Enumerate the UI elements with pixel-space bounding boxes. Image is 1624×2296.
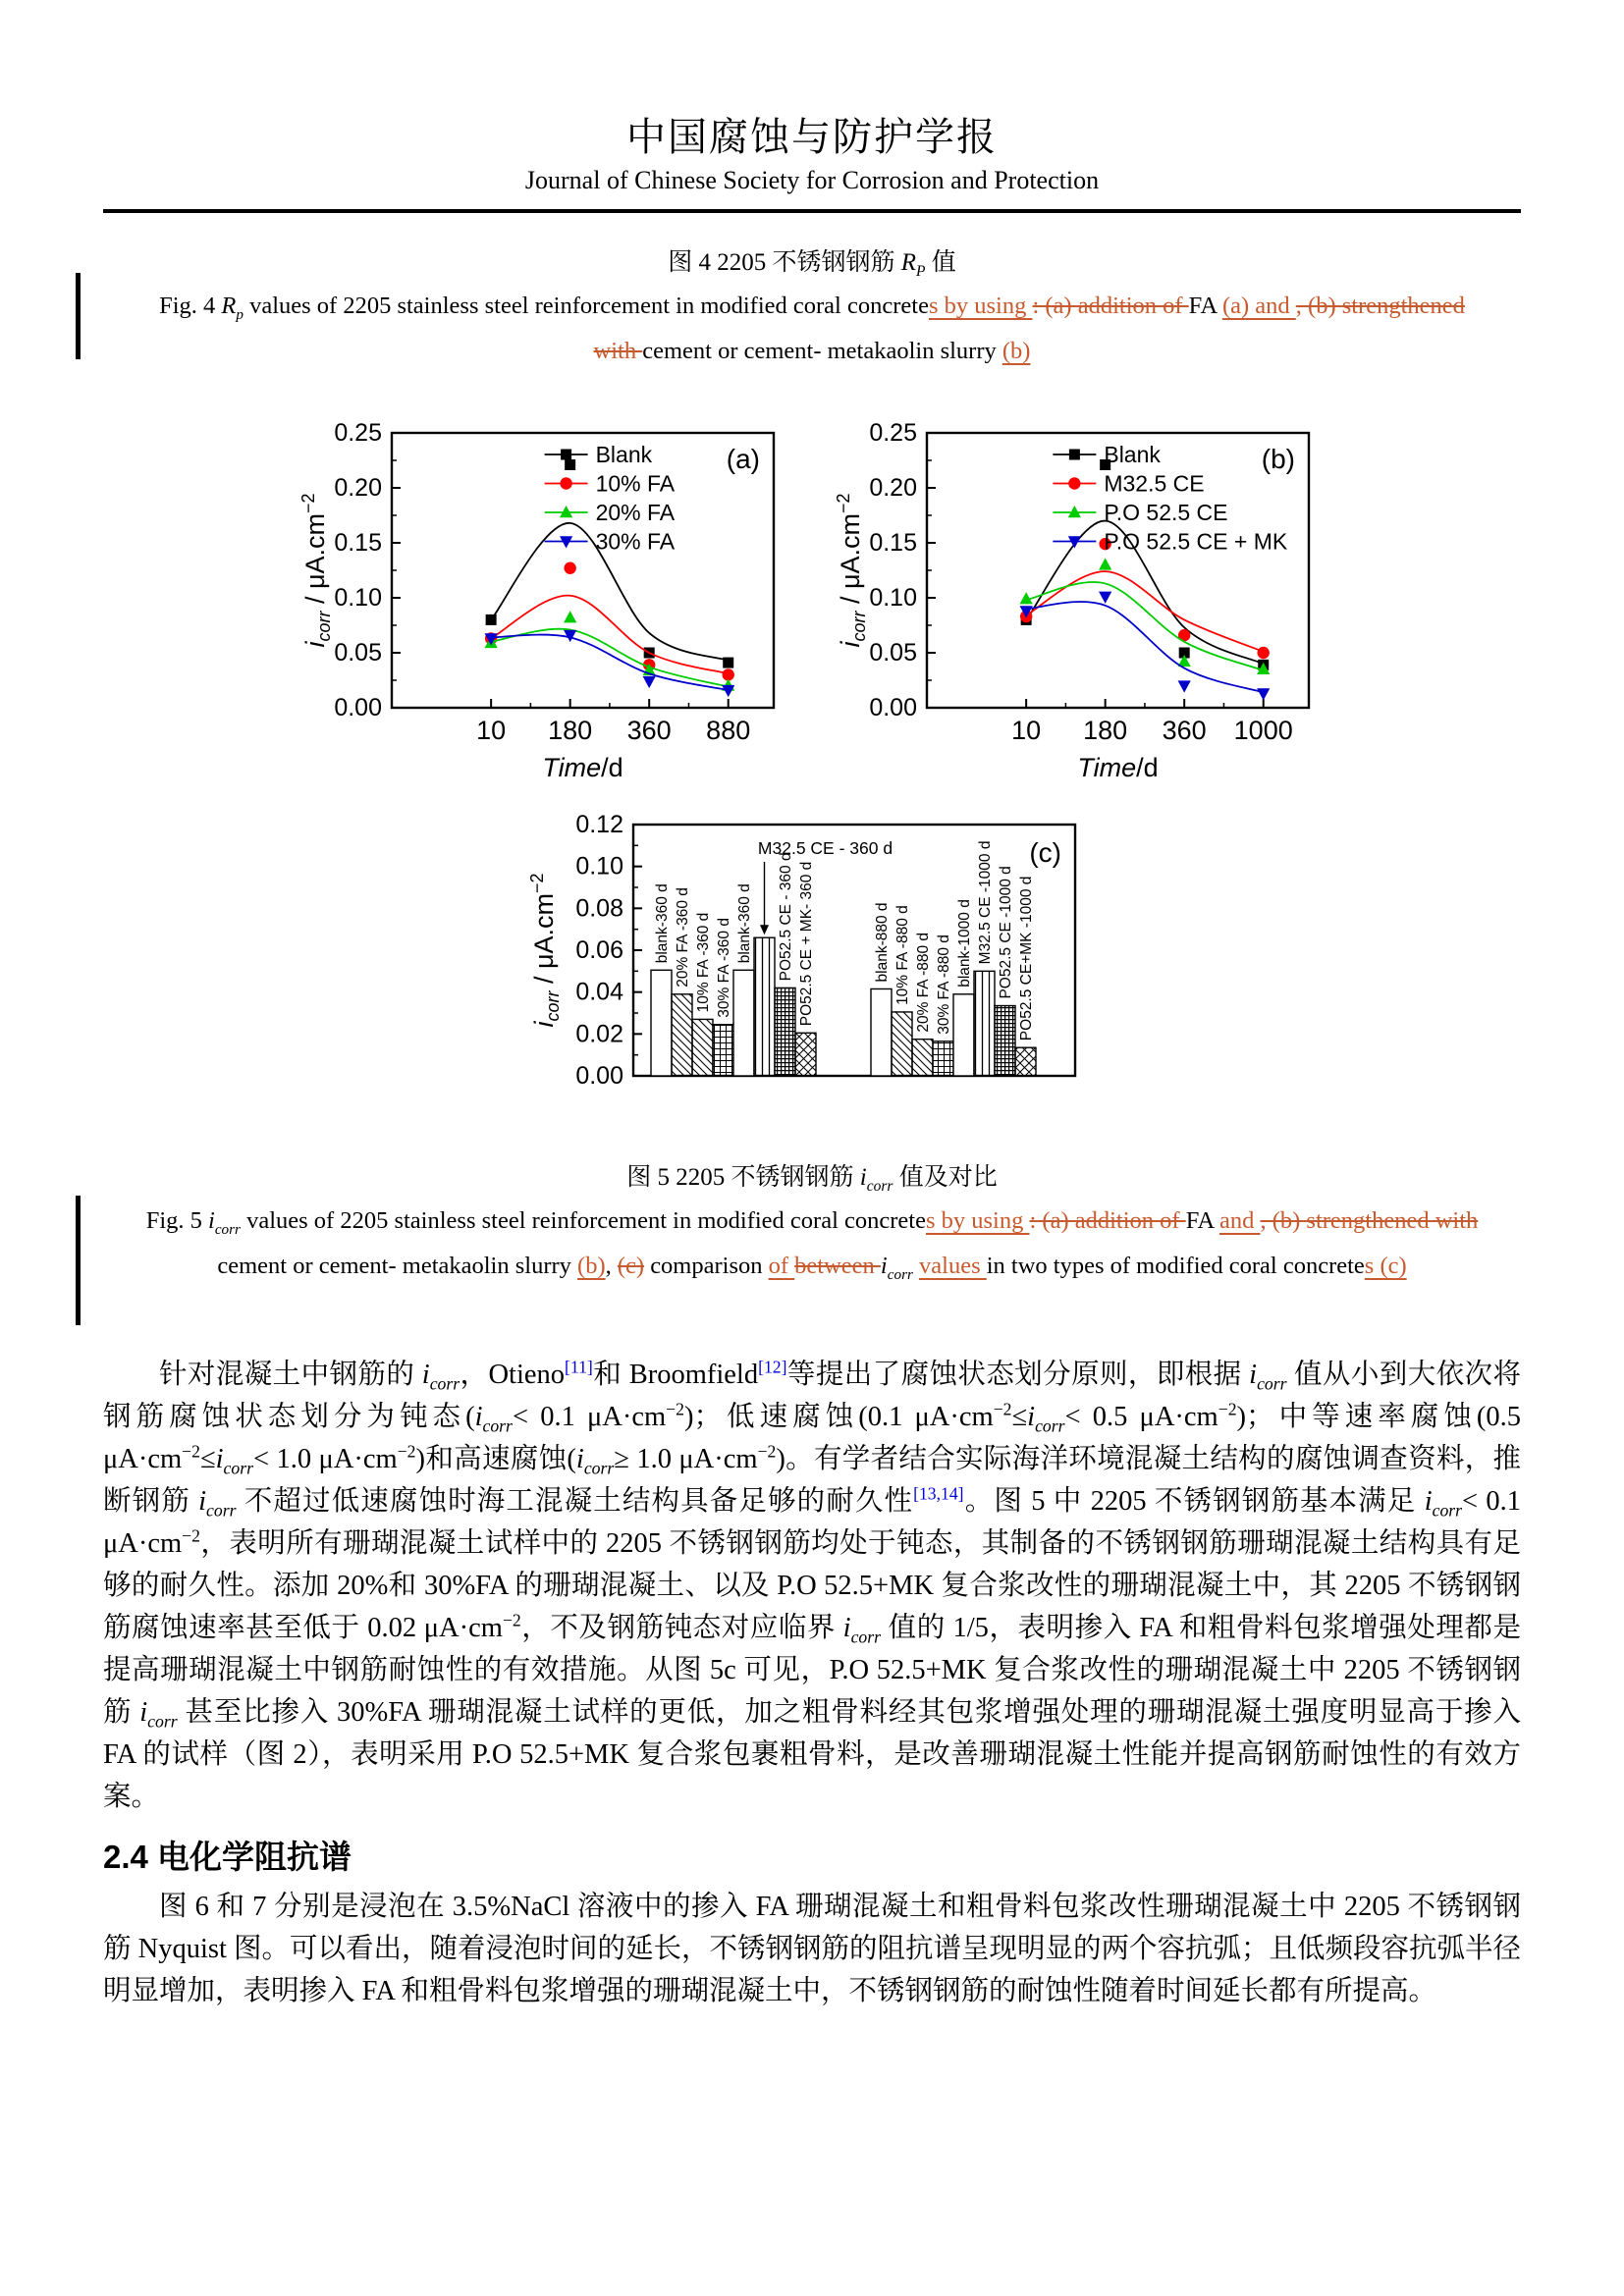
revision-change-bar-fig5: [76, 1196, 81, 1325]
bar: [871, 988, 892, 1076]
bar-label: blank-880 d: [873, 902, 891, 983]
svg-text:0.10: 0.10: [574, 852, 623, 881]
svg-text:Blank: Blank: [1104, 442, 1161, 467]
math-variable: $i_{corr}$: [421, 1360, 460, 1394]
tracked-insertion: s (c): [1364, 1253, 1407, 1279]
math-variable: $R_P$: [900, 249, 926, 280]
math-variable: $i_{corr}$: [139, 1697, 178, 1732]
journal-title-en: Journal of Chinese Society for Corrosion and Protection: [524, 166, 1100, 194]
svg-text:0.20: 0.20: [869, 474, 917, 502]
bar: [974, 971, 995, 1076]
citation-ref: [13,14]: [913, 1483, 964, 1504]
tracked-insertion: and: [1218, 1207, 1261, 1234]
tracked-deletion: strengthened with: [1306, 1207, 1479, 1234]
svg-text:0.04: 0.04: [574, 978, 623, 1006]
fig5-caption-en: Fig. 5 $i_{corr}$ values of 2205 stainless steel reinforcement in modified coral concretes by using : (a) addition of FA and , (b) strengthened with cement or cement- metakaolin slurry (b), (c) comparison of between $i_{corr}$ values in two types of modified coral concretes (c): [145, 1207, 1479, 1283]
svg-text:0.00: 0.00: [869, 694, 917, 721]
fig5-caption-zh: 图 5 2205 不锈钢钢筋 $i_{corr}$ 值及对比: [626, 1164, 998, 1195]
svg-text:30% FA: 30% FA: [595, 528, 676, 555]
bar: [733, 970, 754, 1076]
svg-text:0.00: 0.00: [334, 694, 382, 721]
svg-text:10: 10: [1011, 716, 1042, 745]
svg-text:1000: 1000: [1233, 716, 1293, 745]
citation-ref: [12]: [758, 1357, 787, 1377]
bar: [672, 994, 692, 1076]
tracked-insertion: (a) and: [1221, 293, 1296, 319]
tracked-deletion: , (b): [1295, 293, 1342, 319]
bars: [651, 841, 1036, 1076]
bar-label: 30% FA -360 d: [715, 918, 732, 1018]
x-axis-label: Time/d: [542, 753, 623, 782]
bar-label: blank-360 d: [653, 883, 671, 964]
svg-text:10: 10: [476, 716, 507, 745]
header-rule: [103, 209, 1521, 213]
tracked-insertion: s by using: [925, 1207, 1030, 1234]
section-heading-2-4: 2.4 电化学阻抗谱: [103, 1839, 352, 1875]
revision-change-bar-fig4: [76, 273, 81, 359]
bar: [775, 988, 795, 1076]
fig4-caption-en: Fig. 4 $R_p$ values of 2205 stainless steel reinforcement in modified coral concretes by using : (a) addition of FA (a) and , (b) strengthened with cement or cement- metakaolin slurry (b): [159, 293, 1465, 364]
math-variable: $R_p$: [221, 293, 244, 323]
figure-panel-c: [103, 807, 1521, 1112]
tracked-deletion: : (a) addition of: [1029, 1207, 1186, 1234]
fig4-caption-zh: 图 4 2205 不锈钢钢筋 $R_P$ 值: [668, 249, 956, 280]
math-variable: $i_{corr}$: [1027, 1402, 1065, 1436]
tracked-deletion: strengthened with: [593, 293, 1465, 364]
bar: [713, 1025, 733, 1076]
y-axis-label: $i_{corr} / \mu A.cm^{-2}$: [526, 873, 563, 1028]
bar-label: 30% FA -880 d: [935, 934, 952, 1035]
x-axis-label: Time/d: [1077, 753, 1159, 782]
svg-text:P.O 52.5 CE + MK: P.O 52.5 CE + MK: [1104, 528, 1288, 555]
bar: [995, 1006, 1015, 1076]
svg-text:0.12: 0.12: [574, 811, 623, 838]
math-variable: $i_{corr}$: [859, 1164, 893, 1195]
bar-label: PO52.5 CE - 360 d: [777, 852, 794, 982]
bar-label: blank-360 d: [735, 883, 753, 964]
bar-label: M32.5 CE -1000 d: [976, 840, 994, 965]
bar-label: blank-1000 d: [955, 899, 973, 988]
bar: [933, 1041, 953, 1076]
axes: [834, 419, 1309, 782]
paragraph-corrosion-classification: 针对混凝土中钢筋的 $i_{corr}$，Otieno[11]和 Broomfield[12]等提出了腐蚀状态划分原则，即根据 $i_{corr}$ 值从小到大依次将钢筋腐蚀状态划分为钝态($i_{corr}< 0.1$ $\mu A\cdot cm^{-2}$)；低速腐蚀(0.1 $\mu A\cdot cm^{-2}\le i_{corr}< 0.5$ $\mu A\cdot cm^{-2}$)；中等速率腐蚀(0.5 $\mu A\cdot cm^{-2}\le i_{corr}< 1.0$ $\mu A\cdot cm^{-2}$)和高速腐蚀($i_{corr}\ge 1.0$ $\mu A\cdot cm^{-2}$)。有学者结合实际海洋环境混凝土结构的腐蚀调查资料，推断钢筋 $i_{corr}$ 不超过低速腐蚀时海工混凝土结构具备足够的耐久性[13,14]。图 5 中 2205 不锈钢钢筋基本满足 $i_{corr}< 0.1$ $\mu A\cdot cm^{-2}$，表明所有珊瑚混凝土试样中的 2205 不锈钢钢筋均处于钝态，其制备的不锈钢钢筋珊瑚混凝土结构具有足够的耐久性。添加 20%和 30%FA 的珊瑚混凝土、以及 P.O 52.5+MK 复合浆改性的珊瑚混凝土中，其 2205 不锈钢钢筋腐蚀速率甚至低于 0.02 $\mu A\cdot cm^{-2}$，不及钢筋钝态对应临界 $i_{corr}$ 值的 1/5，表明掺入 FA 和粗骨料包浆增强处理都是提高珊瑚混凝土中钢筋耐蚀性的有效措施。从图 5c 可见，P.O 52.5+MK 复合浆改性的珊瑚混凝土中 2205 不锈钢钢筋 $i_{corr}$ 甚至比掺入 30%FA 珊瑚混凝土试样的更低，加之粗骨料经其包浆增强处理的珊瑚混凝土强度明显高于掺入 FA 的试样（图 2），表明采用 P.O 52.5+MK 复合浆包裹粗骨料，是改善珊瑚混凝土性能并提高钢筋耐蚀性的有效方案。: [103, 1357, 1522, 1812]
math-variable: $i_{corr}$: [198, 1486, 237, 1521]
svg-text:P.O 52.5 CE: P.O 52.5 CE: [1104, 500, 1228, 525]
bar: [754, 937, 775, 1076]
svg-text:360: 360: [1162, 716, 1207, 745]
legend: [545, 442, 676, 555]
svg-text:0.20: 0.20: [334, 474, 382, 502]
svg-text:0.25: 0.25: [869, 419, 917, 447]
math-variable: $i_{corr}$: [208, 1207, 241, 1238]
tracked-deletion: , (b): [1260, 1207, 1307, 1234]
math-variable: $i_{corr}$: [215, 1444, 253, 1478]
tracked-insertion: (b): [577, 1253, 606, 1279]
bar-label: 10% FA -880 d: [893, 905, 911, 1005]
bar-label: 20% FA -880 d: [914, 932, 932, 1033]
svg-text:M32.5 CE: M32.5 CE: [1104, 470, 1205, 497]
svg-text:360: 360: [626, 716, 672, 745]
svg-text:0.05: 0.05: [869, 639, 917, 667]
chart-panel-b: [832, 419, 1327, 789]
bar: [953, 994, 974, 1076]
chart-panel-a: [297, 419, 792, 789]
bar: [651, 970, 672, 1076]
svg-text:0.08: 0.08: [574, 894, 623, 923]
svg-text:0.25: 0.25: [334, 419, 382, 447]
axes: [298, 419, 774, 782]
svg-text:20% FA: 20% FA: [595, 500, 676, 525]
bar-label: PO52.5 CE -1000 d: [997, 866, 1014, 999]
tracked-insertion: of: [768, 1253, 795, 1279]
math-variable: $i_{corr}$: [1249, 1360, 1287, 1394]
math-variable: $i_{corr}$: [880, 1253, 913, 1283]
svg-text:Blank: Blank: [595, 442, 653, 467]
svg-text:0.15: 0.15: [334, 529, 382, 557]
bar: [892, 1012, 912, 1076]
tracked-deletion: : (a) addition of: [1032, 293, 1189, 319]
svg-text:0.05: 0.05: [334, 639, 382, 667]
math-variable: $i_{corr}$: [575, 1444, 615, 1478]
svg-text:10% FA: 10% FA: [595, 470, 676, 497]
svg-text:0.06: 0.06: [574, 936, 623, 964]
svg-text:0.10: 0.10: [869, 584, 917, 612]
bar: [692, 1019, 713, 1076]
math-variable: $i_{corr}$: [842, 1613, 881, 1647]
svg-text:880: 880: [706, 716, 751, 745]
svg-text:180: 180: [1083, 716, 1128, 745]
svg-text:180: 180: [548, 716, 593, 745]
bar: [1015, 1047, 1036, 1076]
bar-label: 20% FA -360 d: [674, 887, 691, 988]
bar: [795, 1033, 816, 1076]
tracked-deletion: (c): [617, 1253, 645, 1279]
tracked-insertion: values: [919, 1253, 987, 1279]
tracked-insertion: s by using: [928, 293, 1033, 319]
y-axis-label: $i_{corr} / \mu A.cm^{-2}$: [298, 493, 334, 648]
paragraph-eis-nyquist: 图 6 和 7 分别是浸泡在 3.5%NaCl 溶液中的掺入 FA 珊瑚混凝土和粗骨料包浆改性珊瑚混凝土中 2205 不锈钢钢筋 Nyquist 图。可以看出，随着浸泡时间的延长，不锈钢钢筋的阻抗谱呈现明显的两个容抗弧；且低频段容抗弧半径明显增加，表明掺入 FA 和粗骨料包浆增强的珊瑚混凝土中，不锈钢钢筋的耐蚀性随着时间延长都有所提高。: [103, 1892, 1522, 2006]
svg-text:0.15: 0.15: [869, 529, 917, 557]
svg-text:0.00: 0.00: [574, 1062, 623, 1090]
figure-panels-ab: [103, 419, 1521, 789]
svg-text:0.02: 0.02: [574, 1020, 623, 1048]
bar-label: 10% FA -360 d: [694, 912, 712, 1013]
tracked-deletion: between: [794, 1253, 881, 1279]
panel-label: (c): [1028, 837, 1061, 868]
citation-ref: [11]: [565, 1357, 593, 1377]
panel-label: (b): [1261, 444, 1295, 474]
journal-title-zh: 中国腐蚀与防护学报: [626, 115, 998, 159]
bar-label: PO52.5 CE+MK -1000 d: [1017, 876, 1035, 1041]
y-axis-label: $i_{corr} / \mu A.cm^{-2}$: [834, 493, 869, 648]
chart-panel-c: [525, 807, 1100, 1112]
legend: [1053, 442, 1288, 555]
svg-text:0.10: 0.10: [334, 584, 382, 612]
svg-text:M32.5 CE - 360 d: M32.5 CE - 360 d: [757, 838, 893, 858]
bar: [912, 1040, 933, 1076]
math-variable: $i_{corr}$: [474, 1402, 513, 1436]
panel-label: (a): [726, 444, 760, 474]
math-variable: $i_{corr}$: [1424, 1486, 1463, 1521]
bar-label: PO52.5 CE + MK- 360 d: [797, 861, 815, 1027]
tracked-insertion: (b): [1001, 338, 1031, 364]
